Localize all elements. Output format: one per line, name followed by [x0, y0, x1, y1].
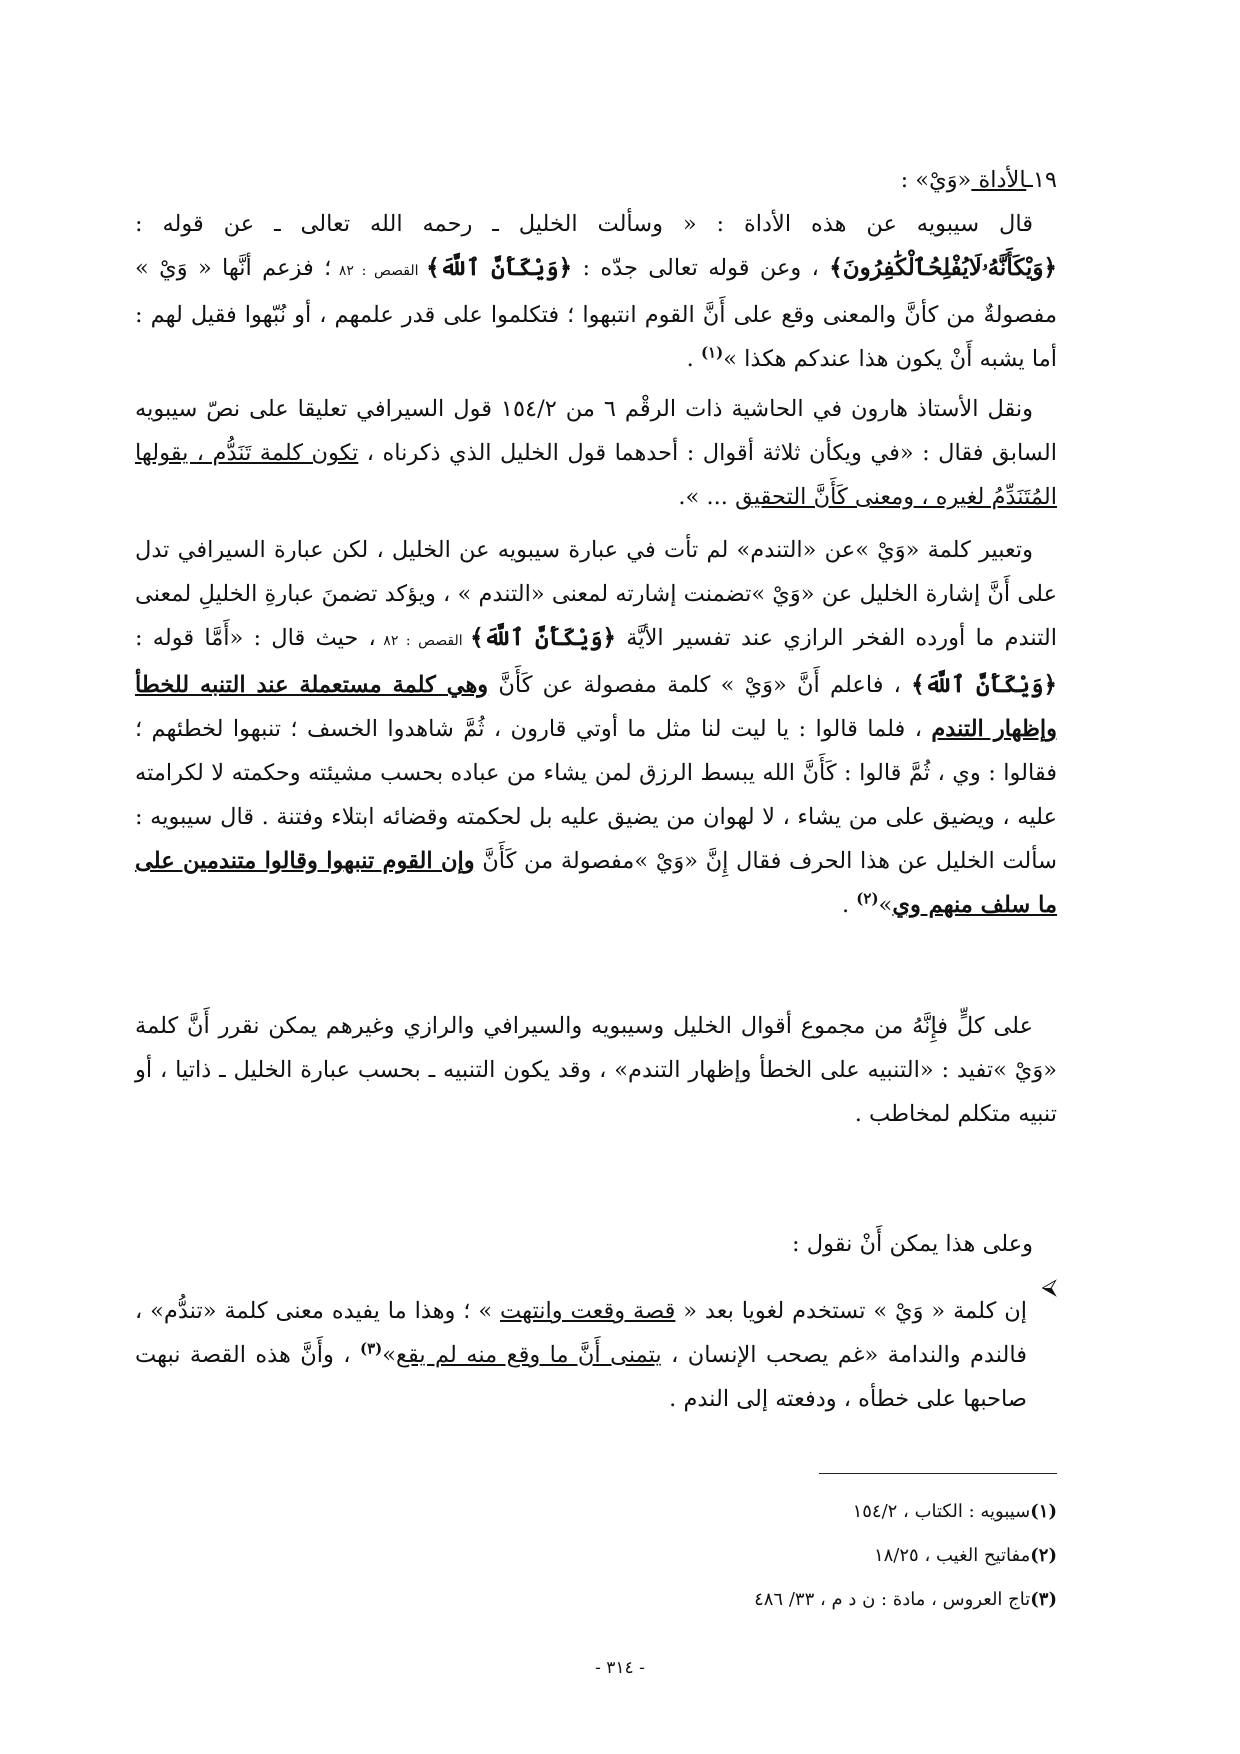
paragraph-2	[135, 387, 1057, 519]
footnote-ref-1: (١)	[700, 343, 724, 362]
footnote-1	[754, 1490, 1057, 1534]
verse-reference-2: القصص : ٨٢	[375, 633, 471, 649]
p3-bold-2: وإن القوم تنبهوا وقالوا متندمين على ما سلف منهم وي	[135, 848, 1057, 918]
p3-t4: ، فلما قالوا : يا ليت لنا مثل ما أوتي قارون ، ثُمَّ شاهدوا الخسف ؛ تنبهوا لخطئهم ؛ فقالوا : وي ، ثُمَّ قالوا : كَأَنَّ الله يبسط الرزق لمن يشاء من عباده بحسب مشيئته وحكمته لا لكرامته عليه ، ويضيق على من يشاء ، لا لهوان من يضيق عليه بل لحكمته وقضائه ابتلاء وفتنة . قال سيبويه : سألت الخليل عن هذا الحرف فقال إِنَّ «وَيْ »مفصولة من كَأَنَّ	[135, 716, 1057, 874]
p1-intro: قال سيبويه عن هذه الأداة : « وسألت الخليل ـ رحمه الله تعالى ـ عن قوله :	[135, 211, 1033, 237]
footnote-2-num: (٢)	[1030, 1545, 1057, 1566]
bullet-t4: ، وأَنَّ هذه القصة نبهت صاحبها على خطأه ، ودفعته إلى الندم .	[135, 1341, 1027, 1412]
bullet-u2: يتمنى أَنَّ ما وقع منه لم يقع	[396, 1341, 662, 1368]
paragraph-1	[135, 202, 1057, 381]
footnote-2-text: مفاتيح الغيب ، ١٨/٢٥	[873, 1545, 1031, 1566]
p1-mid: ، وعن قوله تعالى جدّه :	[572, 255, 830, 281]
verse-reference: القصص : ٨٢	[331, 263, 427, 279]
quran-verse-3: ﴿وَيْكَأَنَّ ٱللَّهَ﴾	[470, 624, 617, 651]
quran-verse-4: ﴿وَيْكَأَنَّ ٱللَّهَ﴾	[911, 671, 1057, 698]
bullet-t1: إن كلمة « وَيْ » تستخدم لغويا بعد «	[675, 1297, 1027, 1324]
bullet-u1: قصة وقعت وانتهت	[500, 1297, 676, 1324]
quran-verse-1: ﴿وَيْكَأَنَّهُۥلَايُفْلِحُٱلْكَٰفِرُونَ﴾	[829, 254, 1058, 281]
paragraph-4	[135, 1004, 1057, 1136]
arrow-bullet-icon: ⮘	[1041, 1275, 1057, 1300]
footnote-ref-2: (٢)	[856, 889, 879, 908]
footnote-1-num: (١)	[1030, 1501, 1057, 1522]
p3-end: .	[841, 892, 857, 918]
footnote-3-num: (٣)	[1030, 1589, 1057, 1610]
p3-t1: وتعبير كلمة «وَيْ »عن «التندم» لم تأت في عبارة سيبويه عن الخليل ، لكن عبارة السيرافي تدل على أَنَّ إشارة الخليل عن «وَيْ »تضمنت إشارته لمعنى «التندم » ، ويؤكد تضمنَ عبارةِ الخليلِ لمعنى التندم ما أورده الفخر الرازي عند تفسير الأيَّة	[135, 537, 1058, 651]
section-heading	[901, 158, 1057, 202]
p1-rest: ؛ فزعم أنَّها « وَيْ » مفصولةٌ من كأنَّ والمعنى وقع على أَنَّ القوم انتبهوا ؛ فتكلموا على قدر علمهم ، أو نُبّهوا فقيل لهم : أما يشبه أَنْ يكون هذا عندكم هكذا »	[135, 255, 1057, 372]
footnote-ref-3: (٣)	[359, 1339, 383, 1357]
bullet-t3: »	[382, 1341, 397, 1368]
p2-end: ... ».	[678, 484, 736, 510]
heading-number: ١٩ـ	[1026, 167, 1057, 193]
p2-underlined: تكون كلمة تَنَدُّم ، يقولها المُتَنَدِّمُ لغيره ، ومعنى كَأَنَّ التحقيق	[135, 440, 1057, 510]
bullet-t2: » ؛ وهذا ما يفيده معنى كلمة «تندُّم» ، فالندم والندامة «غم يصحب الإنسان ،	[135, 1297, 1027, 1368]
p3-t3: ، فاعلم أَنَّ «وَيْ » كلمة مفصولة عن كَأَنَّ	[488, 672, 912, 698]
paragraph-3	[135, 528, 1057, 927]
heading-term: «وَيْ» :	[900, 167, 972, 193]
footnotes	[754, 1490, 1057, 1622]
paragraph-5	[135, 1222, 1057, 1266]
p3-bold-1: وهي كلمة مستعملة عند التنبه للخطأ وإظهار التندم	[135, 672, 1057, 742]
p5-text: وعلى هذا يمكن أَنْ نقول :	[792, 1231, 1033, 1257]
heading-label: الأداة	[971, 167, 1027, 193]
footnote-3-text: تاج العروس ، مادة : ن د م ، ٣٣/ ٤٨٦	[754, 1589, 1031, 1610]
footnote-1-text: سيبويه : الكتاب ، ١٥٤/٢	[852, 1501, 1031, 1522]
bullet-item	[135, 1266, 1057, 1443]
p3-t2: ، حيث قال : «أَمَّا قوله :	[135, 625, 376, 651]
quran-verse-2: ﴿وَيْكَأَنَّ ٱللَّهَ﴾	[426, 254, 573, 281]
p3-t5: »	[878, 892, 893, 918]
footnote-separator	[819, 1473, 1057, 1474]
page-number: - ٣١٤ -	[595, 1658, 645, 1678]
footnote-3	[754, 1578, 1057, 1622]
p4-text: على كلٍّ فإِنَّهُ من مجموع أقوال الخليل وسيبويه والسيرافي والرازي وغيرهم يمكن نقرر أَنَّ كلمة «وَيْ »تفيد : «التنبيه على الخطأ وإظهار التندم» ، وقد يكون التنبيه ـ بحسب عبارة الخليل ـ ذاتيا ، أو تنبيه متكلم لمخاطب .	[135, 1013, 1057, 1127]
p1-end: .	[686, 346, 701, 372]
p2-text: ونقل الأستاذ هارون في الحاشية ذات الرقْم ٦ من ١٥٤/٢ قول السيرافي تعليقا على نصّ سيبويه السابق فقال : «في ويكأن ثلاثة أقوال : أحدهما قول الخليل الذي ذكرناه ،	[135, 396, 1057, 466]
footnote-2	[754, 1534, 1057, 1578]
